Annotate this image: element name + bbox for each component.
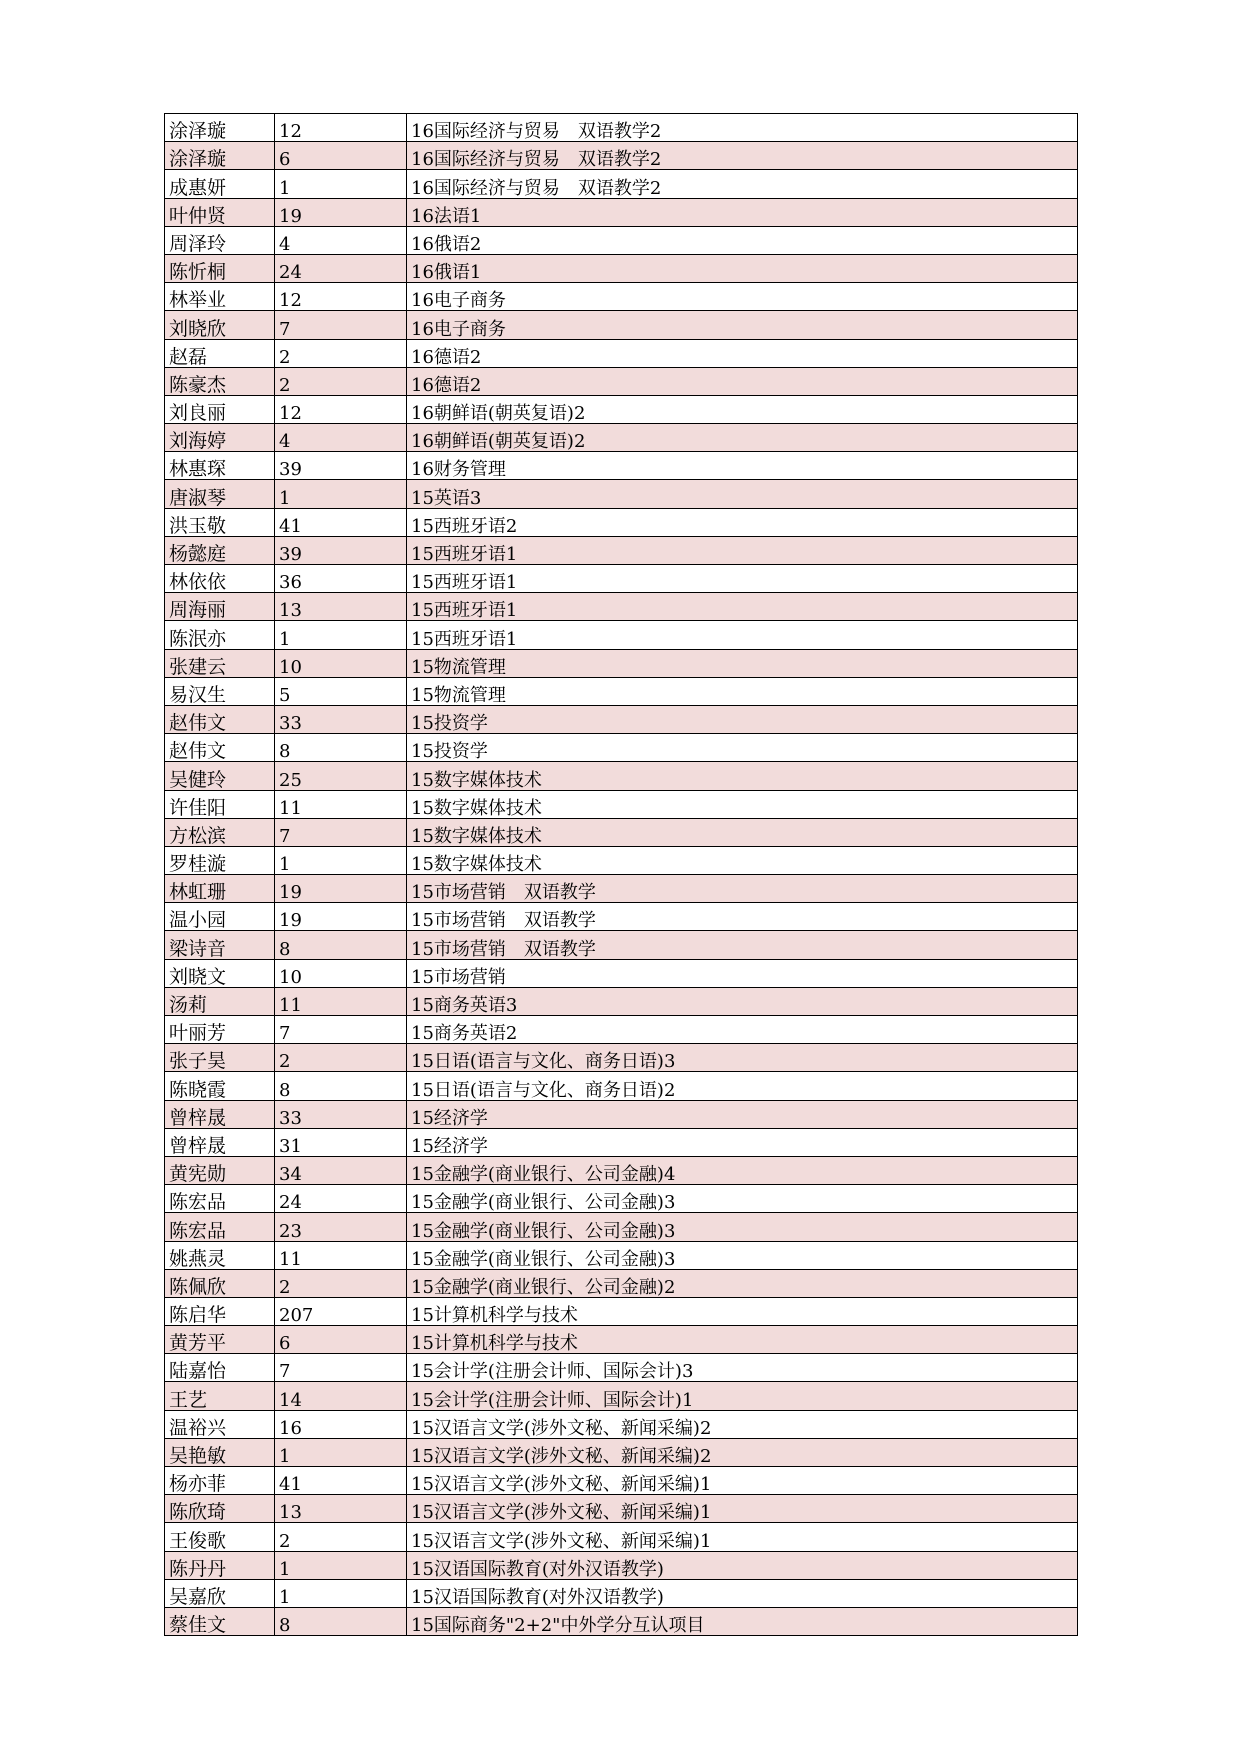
name-cell: 陈欣琦 bbox=[165, 1495, 275, 1523]
class-cell: 15市场营销 bbox=[407, 959, 1078, 987]
table-row bbox=[165, 818, 1078, 846]
class-cell: 15国际商务"2+2"中外学分互认项目 bbox=[407, 1607, 1078, 1635]
table-row bbox=[165, 1128, 1078, 1156]
table-row bbox=[165, 987, 1078, 1015]
count-cell: 8 bbox=[275, 931, 407, 959]
name-cell: 林依依 bbox=[165, 565, 275, 593]
class-cell: 15日语(语言与文化、商务日语)2 bbox=[407, 1072, 1078, 1100]
count-cell: 24 bbox=[275, 254, 407, 282]
count-cell: 16 bbox=[275, 1410, 407, 1438]
table-row bbox=[165, 1354, 1078, 1382]
name-cell: 陈宏品 bbox=[165, 1185, 275, 1213]
table-row bbox=[165, 762, 1078, 790]
count-cell: 1 bbox=[275, 1438, 407, 1466]
count-cell: 7 bbox=[275, 1016, 407, 1044]
name-cell: 刘海婷 bbox=[165, 424, 275, 452]
table-row bbox=[165, 1523, 1078, 1551]
count-cell: 2 bbox=[275, 367, 407, 395]
class-cell: 15计算机科学与技术 bbox=[407, 1326, 1078, 1354]
name-cell: 陈晓霞 bbox=[165, 1072, 275, 1100]
count-cell: 11 bbox=[275, 790, 407, 818]
class-cell: 15经济学 bbox=[407, 1128, 1078, 1156]
class-cell: 15汉语国际教育(对外汉语教学) bbox=[407, 1579, 1078, 1607]
name-cell: 吴健玲 bbox=[165, 762, 275, 790]
name-cell: 赵磊 bbox=[165, 339, 275, 367]
class-cell: 15物流管理 bbox=[407, 649, 1078, 677]
table-row bbox=[165, 339, 1078, 367]
name-cell: 温裕兴 bbox=[165, 1410, 275, 1438]
name-cell: 叶丽芳 bbox=[165, 1016, 275, 1044]
name-cell: 吴艳敏 bbox=[165, 1438, 275, 1466]
name-cell: 杨懿庭 bbox=[165, 536, 275, 564]
name-cell: 张建云 bbox=[165, 649, 275, 677]
name-cell: 方松滨 bbox=[165, 818, 275, 846]
count-cell: 39 bbox=[275, 452, 407, 480]
name-cell: 易汉生 bbox=[165, 677, 275, 705]
name-cell: 曾梓晟 bbox=[165, 1100, 275, 1128]
table-row bbox=[165, 959, 1078, 987]
count-cell: 19 bbox=[275, 903, 407, 931]
class-cell: 15投资学 bbox=[407, 705, 1078, 733]
count-cell: 4 bbox=[275, 424, 407, 452]
table-row bbox=[165, 1072, 1078, 1100]
name-cell: 蔡佳文 bbox=[165, 1607, 275, 1635]
count-cell: 41 bbox=[275, 1467, 407, 1495]
table-row bbox=[165, 254, 1078, 282]
class-cell: 15汉语言文学(涉外文秘、新闻采编)1 bbox=[407, 1495, 1078, 1523]
name-cell: 陈佩欣 bbox=[165, 1269, 275, 1297]
name-cell: 许佳阳 bbox=[165, 790, 275, 818]
class-cell: 15汉语言文学(涉外文秘、新闻采编)2 bbox=[407, 1410, 1078, 1438]
table-row bbox=[165, 508, 1078, 536]
class-cell: 16国际经济与贸易 双语教学2 bbox=[407, 114, 1078, 142]
name-cell: 姚燕灵 bbox=[165, 1241, 275, 1269]
class-cell: 15计算机科学与技术 bbox=[407, 1297, 1078, 1325]
class-cell: 15汉语言文学(涉外文秘、新闻采编)1 bbox=[407, 1467, 1078, 1495]
count-cell: 13 bbox=[275, 593, 407, 621]
class-cell: 15金融学(商业银行、公司金融)3 bbox=[407, 1213, 1078, 1241]
table-row bbox=[165, 367, 1078, 395]
table-row bbox=[165, 1382, 1078, 1410]
count-cell: 10 bbox=[275, 649, 407, 677]
table-row bbox=[165, 1495, 1078, 1523]
table-row bbox=[165, 1579, 1078, 1607]
count-cell: 14 bbox=[275, 1382, 407, 1410]
name-cell: 陈丹丹 bbox=[165, 1551, 275, 1579]
name-cell: 洪玉敬 bbox=[165, 508, 275, 536]
table-row bbox=[165, 903, 1078, 931]
name-cell: 陈豪杰 bbox=[165, 367, 275, 395]
name-cell: 周泽玲 bbox=[165, 226, 275, 254]
name-cell: 吴嘉欣 bbox=[165, 1579, 275, 1607]
name-cell: 涂泽璇 bbox=[165, 114, 275, 142]
table-row bbox=[165, 424, 1078, 452]
count-cell: 39 bbox=[275, 536, 407, 564]
table-row bbox=[165, 395, 1078, 423]
count-cell: 1 bbox=[275, 846, 407, 874]
table-row bbox=[165, 1241, 1078, 1269]
count-cell: 5 bbox=[275, 677, 407, 705]
table-body bbox=[165, 114, 1078, 1636]
class-cell: 15会计学(注册会计师、国际会计)3 bbox=[407, 1354, 1078, 1382]
name-cell: 刘晓欣 bbox=[165, 311, 275, 339]
table-row bbox=[165, 1269, 1078, 1297]
count-cell: 11 bbox=[275, 987, 407, 1015]
count-cell: 33 bbox=[275, 1100, 407, 1128]
count-cell: 6 bbox=[275, 1326, 407, 1354]
count-cell: 12 bbox=[275, 395, 407, 423]
table-row bbox=[165, 677, 1078, 705]
class-cell: 15西班牙语2 bbox=[407, 508, 1078, 536]
count-cell: 1 bbox=[275, 170, 407, 198]
class-cell: 15数字媒体技术 bbox=[407, 818, 1078, 846]
table-row bbox=[165, 649, 1078, 677]
table-row bbox=[165, 1438, 1078, 1466]
table-row bbox=[165, 931, 1078, 959]
class-cell: 15数字媒体技术 bbox=[407, 762, 1078, 790]
class-cell: 16俄语1 bbox=[407, 254, 1078, 282]
count-cell: 1 bbox=[275, 1579, 407, 1607]
name-cell: 温小园 bbox=[165, 903, 275, 931]
count-cell: 8 bbox=[275, 1072, 407, 1100]
class-cell: 15投资学 bbox=[407, 734, 1078, 762]
count-cell: 7 bbox=[275, 818, 407, 846]
name-cell: 叶仲贤 bbox=[165, 198, 275, 226]
count-cell: 19 bbox=[275, 875, 407, 903]
class-cell: 15物流管理 bbox=[407, 677, 1078, 705]
class-cell: 16德语2 bbox=[407, 367, 1078, 395]
count-cell: 24 bbox=[275, 1185, 407, 1213]
name-cell: 曾梓晟 bbox=[165, 1128, 275, 1156]
table-row bbox=[165, 1551, 1078, 1579]
class-cell: 15商务英语2 bbox=[407, 1016, 1078, 1044]
class-cell: 15金融学(商业银行、公司金融)3 bbox=[407, 1241, 1078, 1269]
class-cell: 16法语1 bbox=[407, 198, 1078, 226]
table-row bbox=[165, 311, 1078, 339]
table-row bbox=[165, 565, 1078, 593]
name-cell: 张子昊 bbox=[165, 1044, 275, 1072]
class-cell: 15西班牙语1 bbox=[407, 621, 1078, 649]
class-cell: 15西班牙语1 bbox=[407, 565, 1078, 593]
name-cell: 林虹珊 bbox=[165, 875, 275, 903]
class-cell: 15西班牙语1 bbox=[407, 593, 1078, 621]
class-cell: 16国际经济与贸易 双语教学2 bbox=[407, 170, 1078, 198]
count-cell: 1 bbox=[275, 1551, 407, 1579]
name-cell: 周海丽 bbox=[165, 593, 275, 621]
table-row bbox=[165, 283, 1078, 311]
table-row bbox=[165, 480, 1078, 508]
count-cell: 8 bbox=[275, 734, 407, 762]
class-cell: 15数字媒体技术 bbox=[407, 790, 1078, 818]
table-row bbox=[165, 734, 1078, 762]
name-cell: 林惠琛 bbox=[165, 452, 275, 480]
table-row bbox=[165, 846, 1078, 874]
class-cell: 16国际经济与贸易 双语教学2 bbox=[407, 142, 1078, 170]
count-cell: 2 bbox=[275, 1044, 407, 1072]
count-cell: 36 bbox=[275, 565, 407, 593]
table-row bbox=[165, 170, 1078, 198]
count-cell: 2 bbox=[275, 1523, 407, 1551]
count-cell: 2 bbox=[275, 1269, 407, 1297]
name-cell: 陆嘉怡 bbox=[165, 1354, 275, 1382]
table-row bbox=[165, 198, 1078, 226]
class-cell: 16朝鲜语(朝英复语)2 bbox=[407, 424, 1078, 452]
name-cell: 杨亦菲 bbox=[165, 1467, 275, 1495]
count-cell: 19 bbox=[275, 198, 407, 226]
count-cell: 4 bbox=[275, 226, 407, 254]
count-cell: 25 bbox=[275, 762, 407, 790]
count-cell: 41 bbox=[275, 508, 407, 536]
name-cell: 陈宏品 bbox=[165, 1213, 275, 1241]
class-cell: 15金融学(商业银行、公司金融)2 bbox=[407, 1269, 1078, 1297]
table-row bbox=[165, 114, 1078, 142]
class-cell: 15日语(语言与文化、商务日语)3 bbox=[407, 1044, 1078, 1072]
count-cell: 33 bbox=[275, 705, 407, 733]
count-cell: 1 bbox=[275, 480, 407, 508]
table-row bbox=[165, 1156, 1078, 1184]
table-row bbox=[165, 536, 1078, 564]
table-row bbox=[165, 1607, 1078, 1635]
count-cell: 1 bbox=[275, 621, 407, 649]
name-cell: 黄宪勋 bbox=[165, 1156, 275, 1184]
class-cell: 15经济学 bbox=[407, 1100, 1078, 1128]
class-cell: 15市场营销 双语教学 bbox=[407, 903, 1078, 931]
table-row bbox=[165, 1100, 1078, 1128]
table-row bbox=[165, 1326, 1078, 1354]
class-cell: 15市场营销 双语教学 bbox=[407, 931, 1078, 959]
table-row bbox=[165, 1297, 1078, 1325]
table-row bbox=[165, 1016, 1078, 1044]
table-row bbox=[165, 1213, 1078, 1241]
class-cell: 15商务英语3 bbox=[407, 987, 1078, 1015]
count-cell: 12 bbox=[275, 283, 407, 311]
table-row bbox=[165, 593, 1078, 621]
name-cell: 王艺 bbox=[165, 1382, 275, 1410]
count-cell: 207 bbox=[275, 1297, 407, 1325]
name-cell: 赵伟文 bbox=[165, 734, 275, 762]
count-cell: 6 bbox=[275, 142, 407, 170]
class-cell: 16电子商务 bbox=[407, 311, 1078, 339]
count-cell: 7 bbox=[275, 311, 407, 339]
class-cell: 15数字媒体技术 bbox=[407, 846, 1078, 874]
class-cell: 15金融学(商业银行、公司金融)3 bbox=[407, 1185, 1078, 1213]
name-cell: 林举业 bbox=[165, 283, 275, 311]
table-row bbox=[165, 705, 1078, 733]
table-row bbox=[165, 621, 1078, 649]
class-cell: 15市场营销 双语教学 bbox=[407, 875, 1078, 903]
name-cell: 陈忻桐 bbox=[165, 254, 275, 282]
count-cell: 13 bbox=[275, 1495, 407, 1523]
table-row bbox=[165, 1467, 1078, 1495]
name-cell: 赵伟文 bbox=[165, 705, 275, 733]
data-table bbox=[164, 113, 1078, 1636]
class-cell: 15汉语国际教育(对外汉语教学) bbox=[407, 1551, 1078, 1579]
class-cell: 16德语2 bbox=[407, 339, 1078, 367]
count-cell: 11 bbox=[275, 1241, 407, 1269]
count-cell: 2 bbox=[275, 339, 407, 367]
name-cell: 黄芳平 bbox=[165, 1326, 275, 1354]
class-cell: 15英语3 bbox=[407, 480, 1078, 508]
name-cell: 罗桂漩 bbox=[165, 846, 275, 874]
count-cell: 12 bbox=[275, 114, 407, 142]
count-cell: 8 bbox=[275, 1607, 407, 1635]
name-cell: 陈启华 bbox=[165, 1297, 275, 1325]
count-cell: 31 bbox=[275, 1128, 407, 1156]
name-cell: 涂泽璇 bbox=[165, 142, 275, 170]
table-row bbox=[165, 1410, 1078, 1438]
name-cell: 成惠妍 bbox=[165, 170, 275, 198]
class-cell: 15汉语言文学(涉外文秘、新闻采编)1 bbox=[407, 1523, 1078, 1551]
name-cell: 陈泯亦 bbox=[165, 621, 275, 649]
count-cell: 23 bbox=[275, 1213, 407, 1241]
table-row bbox=[165, 1044, 1078, 1072]
class-cell: 15汉语言文学(涉外文秘、新闻采编)2 bbox=[407, 1438, 1078, 1466]
class-cell: 16朝鲜语(朝英复语)2 bbox=[407, 395, 1078, 423]
name-cell: 刘良丽 bbox=[165, 395, 275, 423]
table-row bbox=[165, 452, 1078, 480]
count-cell: 10 bbox=[275, 959, 407, 987]
table-row bbox=[165, 790, 1078, 818]
table-row bbox=[165, 142, 1078, 170]
table-row bbox=[165, 226, 1078, 254]
name-cell: 汤莉 bbox=[165, 987, 275, 1015]
count-cell: 34 bbox=[275, 1156, 407, 1184]
name-cell: 唐淑琴 bbox=[165, 480, 275, 508]
class-cell: 15会计学(注册会计师、国际会计)1 bbox=[407, 1382, 1078, 1410]
class-cell: 16电子商务 bbox=[407, 283, 1078, 311]
table-row bbox=[165, 1185, 1078, 1213]
class-cell: 16财务管理 bbox=[407, 452, 1078, 480]
class-cell: 16俄语2 bbox=[407, 226, 1078, 254]
name-cell: 刘晓文 bbox=[165, 959, 275, 987]
class-cell: 15西班牙语1 bbox=[407, 536, 1078, 564]
table-row bbox=[165, 875, 1078, 903]
count-cell: 7 bbox=[275, 1354, 407, 1382]
name-cell: 王俊歌 bbox=[165, 1523, 275, 1551]
class-cell: 15金融学(商业银行、公司金融)4 bbox=[407, 1156, 1078, 1184]
name-cell: 梁诗音 bbox=[165, 931, 275, 959]
